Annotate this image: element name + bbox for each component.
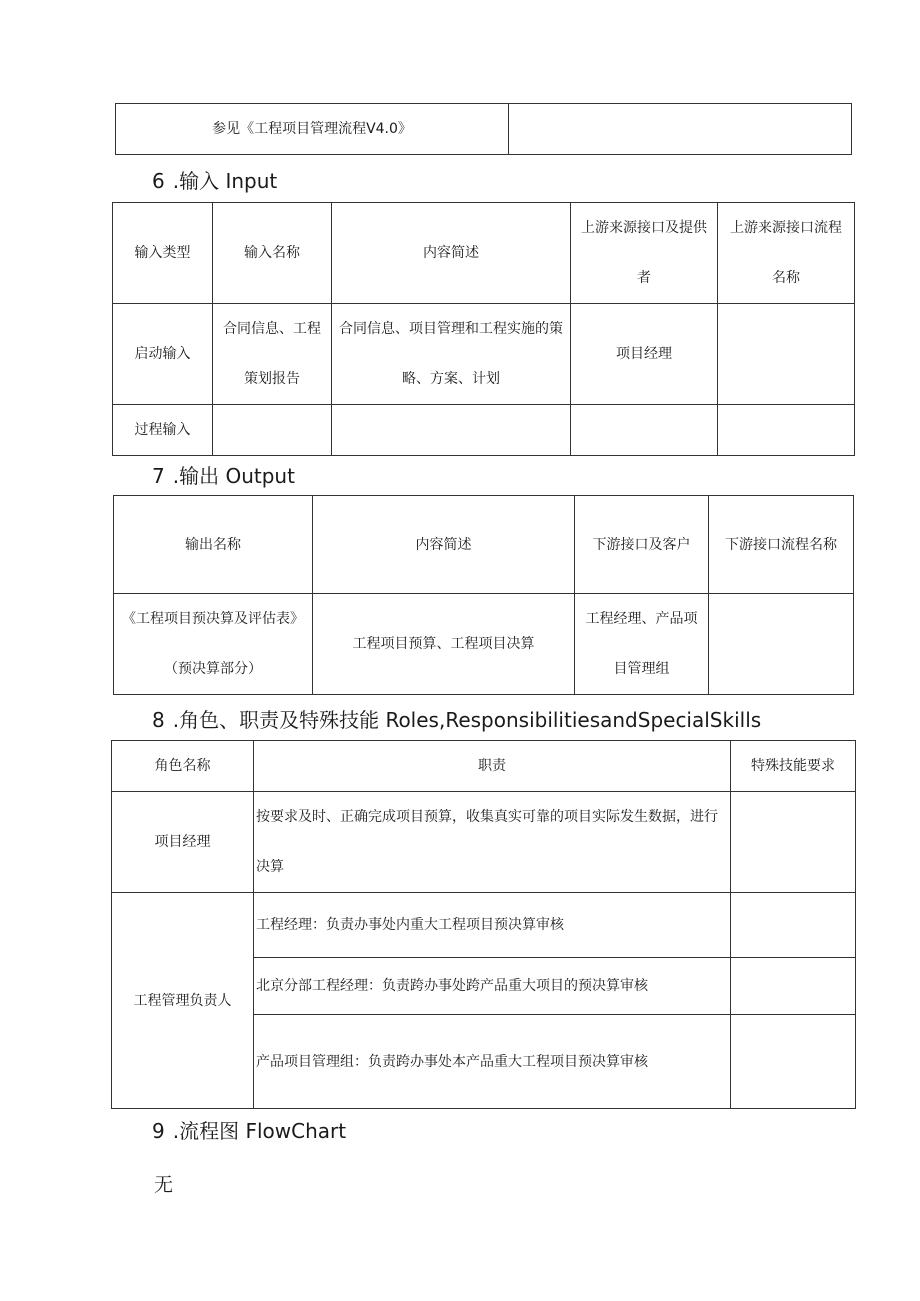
section-number: 6 — [152, 169, 165, 193]
input-row1-flow — [718, 304, 855, 405]
section-title: .输出 Output — [172, 464, 295, 488]
input-row2-type: 过程输入 — [113, 405, 213, 456]
duty-project-manager: 按要求及时、正确完成项目预算，收集真实可靠的项目实际发生数据，进行决算 — [254, 792, 731, 893]
input-table — [112, 202, 855, 456]
input-row2-provider — [571, 405, 718, 456]
section-title: .角色、职责及特殊技能 Roles,ResponsibilitiesandSpecialSkills — [172, 708, 762, 732]
roles-header-skill: 特殊技能要求 — [731, 741, 856, 792]
input-row2-desc — [332, 405, 571, 456]
output-row1-flow — [709, 594, 854, 695]
reference-cell-empty — [509, 104, 852, 155]
skill-engineering-manager-3 — [731, 1015, 856, 1109]
section-number: 8 — [152, 708, 165, 732]
section-7-heading — [152, 460, 295, 489]
input-row1-name: 合同信息、工程策划报告 — [213, 304, 332, 405]
input-header-desc: 内容简述 — [332, 203, 571, 304]
section-title: .流程图 FlowChart — [172, 1119, 347, 1143]
section-9-heading — [152, 1115, 346, 1144]
duty-engineering-manager-1: 工程经理：负责办事处内重大工程项目预决算审核 — [254, 893, 731, 958]
duty-engineering-manager-2: 北京分部工程经理：负责跨办事处跨产品重大项目的预决算审核 — [254, 958, 731, 1015]
output-row1-desc: 工程项目预算、工程项目决算 — [313, 594, 575, 695]
skill-project-manager — [731, 792, 856, 893]
section-number: 9 — [152, 1119, 165, 1143]
section-8-heading — [152, 704, 761, 733]
input-row1-provider: 项目经理 — [571, 304, 718, 405]
roles-header-duty: 职责 — [254, 741, 731, 792]
output-header-downstream-client: 下游接口及客户 — [575, 496, 709, 594]
reference-table — [115, 103, 852, 155]
output-row1-client: 工程经理、产品项目管理组 — [575, 594, 709, 695]
section-number: 7 — [152, 464, 165, 488]
input-row1-desc: 合同信息、项目管理和工程实施的策略、方案、计划 — [332, 304, 571, 405]
roles-table — [111, 740, 856, 1109]
input-header-type: 输入类型 — [113, 203, 213, 304]
reference-cell: 参见《工程项目管理流程V4.0》 — [116, 104, 509, 155]
input-row2-flow — [718, 405, 855, 456]
output-table — [113, 495, 854, 695]
input-row1-type: 启动输入 — [113, 304, 213, 405]
skill-engineering-manager-2 — [731, 958, 856, 1015]
input-header-upstream-flow: 上游来源接口流程名称 — [718, 203, 855, 304]
input-header-upstream-provider: 上游来源接口及提供者 — [571, 203, 718, 304]
skill-engineering-manager-1 — [731, 893, 856, 958]
output-row1-name: 《工程项目预决算及评估表》（预决算部分） — [114, 594, 313, 695]
section-title: .输入 Input — [172, 169, 278, 193]
input-row2-name — [213, 405, 332, 456]
section-6-heading — [152, 165, 277, 194]
duty-engineering-manager-3: 产品项目管理组：负责跨办事处本产品重大工程项目预决算审核 — [254, 1015, 731, 1109]
input-header-name: 输入名称 — [213, 203, 332, 304]
role-engineering-manager: 工程管理负责人 — [112, 893, 254, 1109]
roles-header-role: 角色名称 — [112, 741, 254, 792]
output-header-desc: 内容简述 — [313, 496, 575, 594]
role-project-manager: 项目经理 — [112, 792, 254, 893]
output-header-name: 输出名称 — [114, 496, 313, 594]
flowchart-body: 无 — [154, 1174, 174, 1196]
output-header-downstream-flow: 下游接口流程名称 — [709, 496, 854, 594]
